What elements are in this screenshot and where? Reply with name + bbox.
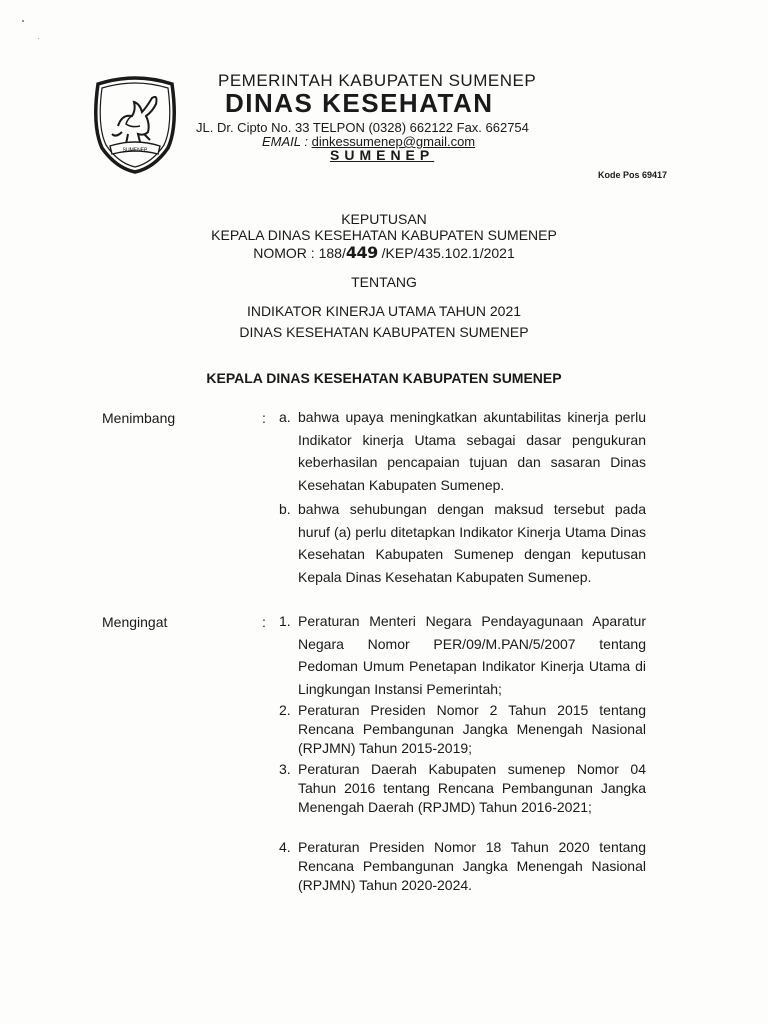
agency-city: SUMENEP xyxy=(330,147,435,163)
considering-label: Menimbang xyxy=(102,410,176,426)
sumenep-regency-emblem xyxy=(92,74,178,174)
recalling-item-mark: 3. xyxy=(279,761,291,777)
scan-speck xyxy=(22,20,24,22)
considering-item-text: bahwa upaya meningkatkan akuntabilitas kinerja perlu Indikator kinerja Utama sebagai dasar pengukuran keberhasilan pencapaian tujuan dan sasaran Dinas Kesehatan Kabupaten Sumenep. xyxy=(298,409,646,493)
recalling-item-mark: 1. xyxy=(279,613,291,629)
recalling-item-text: Peraturan Daerah Kabupaten sumenep Nomor 04 Tahun 2016 tentang Rencana Pembangunan Jangka Menengah Daerah (RPJMD) Tahun 2016-2021; xyxy=(298,761,646,815)
recalling-item-mark: 4. xyxy=(279,839,291,855)
government-name: PEMERINTAH KABUPATEN SUMENEP xyxy=(218,71,537,90)
recalling-colon: : xyxy=(262,614,266,630)
email-label: EMAIL : xyxy=(262,134,309,149)
agency-name: DINAS KESEHATAN xyxy=(225,88,494,118)
decree-title: KEPUTUSAN xyxy=(341,211,427,227)
emblem-ribbon-text: SUMENEP xyxy=(122,147,148,154)
recalling-label: Mengingat xyxy=(102,614,168,630)
email-link[interactable]: dinkessumenep@gmail.com xyxy=(311,134,476,149)
decree-subject-line1: INDIKATOR KINERJA UTAMA TAHUN 2021 xyxy=(246,303,522,319)
considering-colon: : xyxy=(262,410,266,426)
agency-address: JL. Dr. Cipto No. 33 TELPON (0328) 662122 Fax. 662754 xyxy=(196,120,529,135)
recalling-item-text: Peraturan Presiden Nomor 2 Tahun 2015 tentang Rencana Pembangunan Jangka Menengah Nasional (RPJMN) Tahun 2015-2019; xyxy=(298,702,646,756)
decree-subject-line2: DINAS KESEHATAN KABUPATEN SUMENEP xyxy=(239,324,529,340)
considering-item-mark: b. xyxy=(279,501,291,517)
recalling-item-text: Peraturan Menteri Negara Pendayagunaan Aparatur Negara Nomor PER/09/M.PAN/5/2007 tentang Pedoman Umum Penetapan Indikator Kinerja Utama di Lingkungan Instansi Pemerintah; xyxy=(298,613,646,697)
considering-item-mark: a. xyxy=(279,409,291,425)
recalling-item-mark: 2. xyxy=(279,702,291,718)
postal-code: Kode Pos 69417 xyxy=(597,170,667,180)
decree-issuer: KEPALA DINAS KESEHATAN KABUPATEN SUMENEP xyxy=(211,227,557,243)
decree-about: TENTANG xyxy=(351,274,417,290)
decree-number xyxy=(0,243,768,262)
scan-speck xyxy=(38,38,39,39)
decree-number-handwritten: 449 xyxy=(345,243,378,262)
decree-number-suffix: /KEP/435.102.1/2021 xyxy=(381,245,515,261)
decree-number-prefix: NOMOR : 188/ xyxy=(253,245,346,261)
signatory-heading: KEPALA DINAS KESEHATAN KABUPATEN SUMENEP xyxy=(206,370,562,386)
considering-item-text: bahwa sehubungan dengan maksud tersebut pada huruf (a) perlu ditetapkan Indikator Kinerja Utama Dinas Kesehatan Kabupaten Sumenep dengan keputusan Kepala Dinas Kesehatan Kabupaten Sumenep. xyxy=(298,501,646,585)
recalling-item-text: Peraturan Presiden Nomor 18 Tahun 2020 tentang Rencana Pembangunan Jangka Menengah Nasional (RPJMN) Tahun 2020-2024. xyxy=(298,839,646,893)
